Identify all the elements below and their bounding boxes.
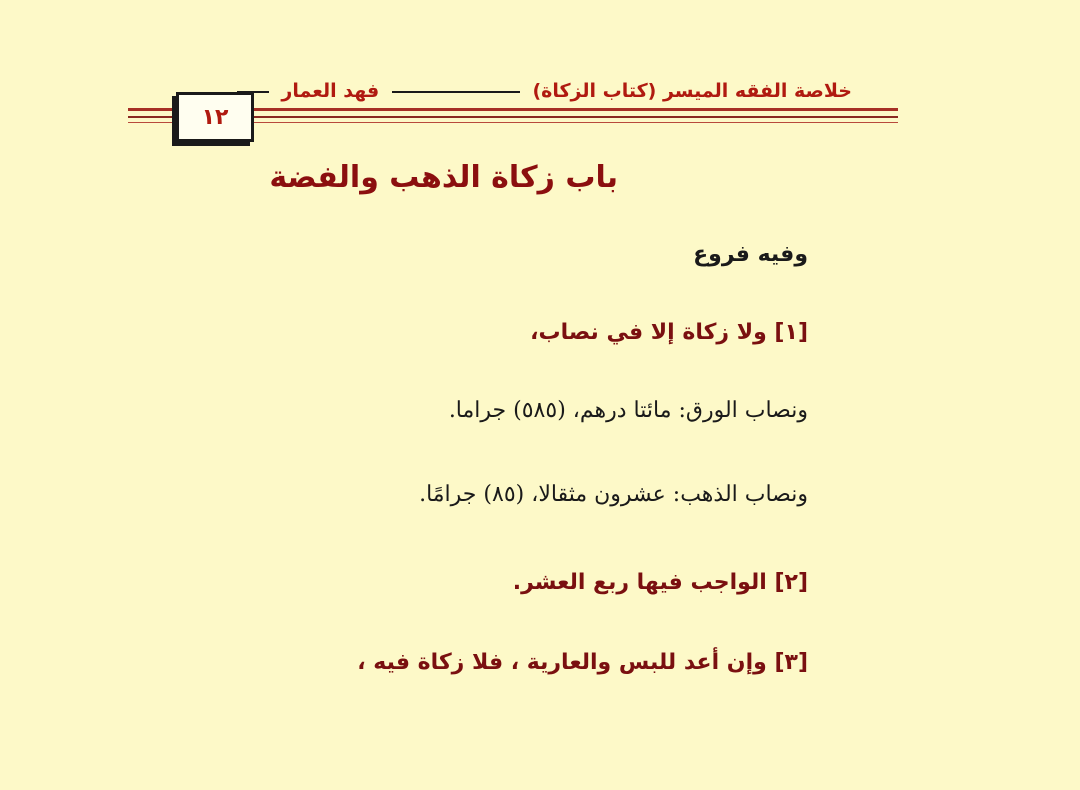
intro-line: وفيه فروع	[693, 242, 808, 267]
item-3: [٣] وإن أعد للبس والعارية ، فلا زكاة فيه ،	[357, 650, 808, 675]
gold-nisab-text: ونصاب الذهب: عشرون مثقالا، (٨٥) جرامًا.	[419, 482, 808, 507]
chapter-reference: (كتاب الزكاة)	[532, 80, 657, 102]
item-1: [١] ولا زكاة إلا في نصاب،	[530, 320, 808, 345]
running-header	[225, 80, 858, 102]
page-number: ١٢	[201, 104, 229, 130]
header-separator	[392, 91, 520, 93]
silver-nisab-text: ونصاب الورق: مائتا درهم، (٥٨٥) جراما.	[448, 398, 808, 423]
page-number-box	[176, 92, 254, 142]
item-2: [٢] الواجب فيها ربع العشر.	[512, 570, 808, 595]
author-name: فهد العمار	[281, 80, 380, 102]
chapter-title: باب زكاة الذهب والفضة	[269, 160, 618, 195]
book-title: خلاصة الفقه الميسر	[662, 80, 852, 102]
